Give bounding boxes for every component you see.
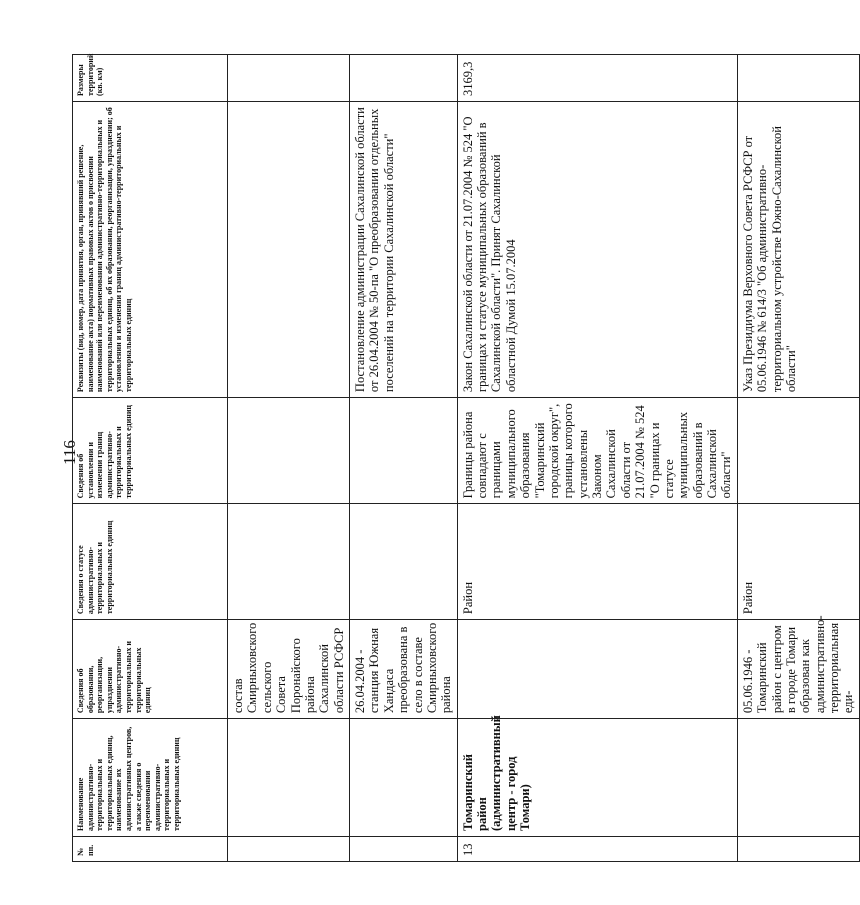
header-bounds: Сведения об установлении и изменении границ административно-территориальных и территориальных единиц (73, 398, 228, 504)
header-status: Сведения о статусе административно-территориальных и территориальных единиц (73, 504, 228, 620)
cell-history: 05.06.1946 - Томаринский район с центром в городе Томари образован как административно-территориальная еди- (737, 620, 859, 719)
table-row (228, 55, 350, 862)
header-no: № пп. (73, 836, 228, 861)
cell-history: 26.04.2004 - станция Южная Хандаса преобразована в село в составе Смирныховского района (350, 620, 458, 719)
header-area: Размеры территорий (кв. км) (73, 55, 228, 102)
cell-no (350, 836, 458, 861)
cell-requisites: Постановление администрации Сахалинской области от 26.04.2004 № 50-па "О преобразовании отдельных поселений на территории Сахалинской области" (350, 101, 458, 397)
cell-status: Район (737, 504, 859, 620)
cell-requisites: Указ Президиума Верховного Совета РСФСР от 05.06.1946 № 614/3 "Об административно-территориальном устройстве Южно-Сахалинской области" (737, 101, 859, 397)
table-row (350, 55, 458, 862)
cell-bounds: Границы района совпадают с границами муниципального образования "Томаринский городской округ", границы которого установлены Законом Сахалинской области от 21.07.2004 № 524 "О границах и статусе муниципальных образований в Сахалинской области" (457, 398, 737, 504)
cell-status (228, 504, 350, 620)
cell-area (350, 55, 458, 102)
header-history: Сведения об образовании, реорганизации, упразднении административно-территориальных и территориальных единиц (73, 620, 228, 719)
cell-requisites: Закон Сахалинской области от 21.07.2004 № 524 "О границах и статусе муниципальных образований в Сахалинской области". Принят Сахалинской областной Думой 15.07.2004 (457, 101, 737, 397)
cell-requisites (228, 101, 350, 397)
cell-no (737, 836, 859, 861)
page-number: 116 (60, 440, 79, 465)
cell-area (737, 55, 859, 102)
cell-bounds (350, 398, 458, 504)
cell-name (228, 719, 350, 837)
cell-no: 13 (457, 836, 737, 861)
cell-name (350, 719, 458, 837)
territorial-units-table (72, 54, 860, 862)
cell-name: Томаринский район (административный центр - город Томари) (457, 719, 737, 837)
cell-status (350, 504, 458, 620)
cell-history: состав Смирныховского сельского Совета Поронайского района Сахалинской области РСФСР (228, 620, 350, 719)
header-name: Наименование административно-территориальных и территориальных единиц, наименование их административных центров, а также сведения о переименовании административно-территориальных и территориальных единиц (73, 719, 228, 837)
cell-area: 3169,3 (457, 55, 737, 102)
cell-name (737, 719, 859, 837)
cell-bounds (737, 398, 859, 504)
cell-bounds (228, 398, 350, 504)
cell-status: Район (457, 504, 737, 620)
table-row (457, 55, 737, 862)
cell-no (228, 836, 350, 861)
table-row (737, 55, 859, 862)
header-requisites: Реквизиты (вид, номер, дата принятия, орган, принявший решение, наименование акта) нормативных правовых актов о присвоении наименований или переименовании административно-территориальных и территориальных единиц, об их образовании, реорганизации, упразднении; об установлении и изменении границ административно-территориальных и территориальных единиц (73, 101, 228, 397)
cell-area (228, 55, 350, 102)
cell-history (457, 620, 737, 719)
table-header-row (73, 55, 228, 862)
